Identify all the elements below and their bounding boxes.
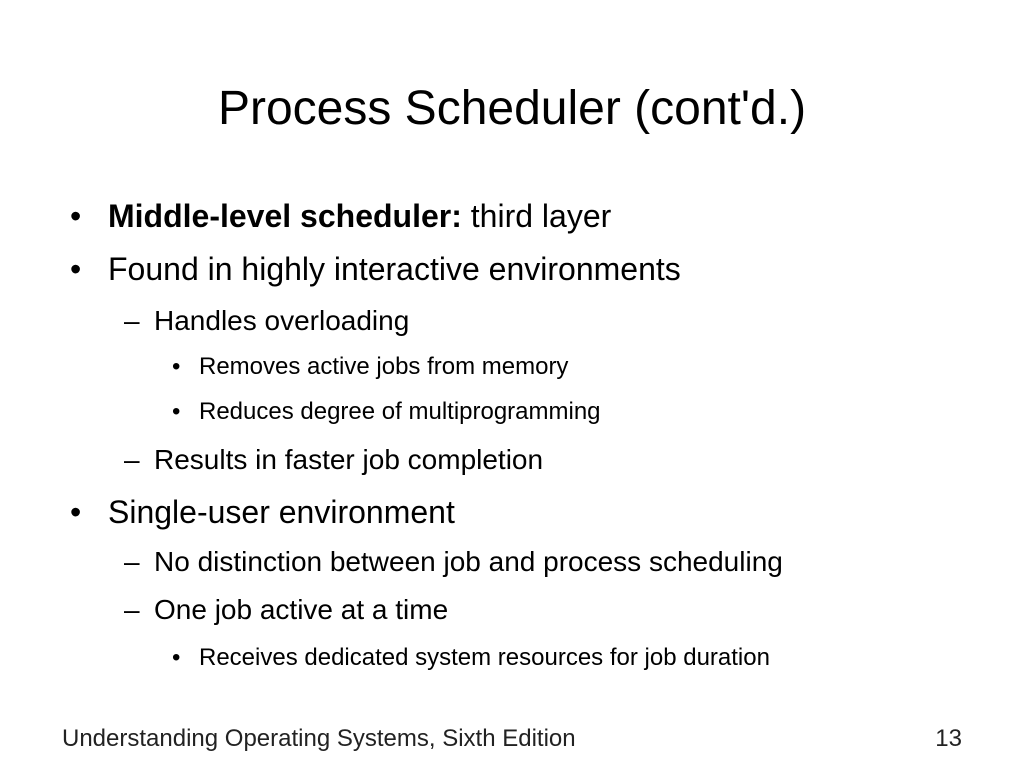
bullet-item: Found in highly interactive environments: [108, 251, 681, 287]
bullet-marker: •: [70, 494, 82, 530]
bullet-marker: •: [70, 251, 82, 287]
sub-bullet-marker: –: [124, 305, 140, 336]
sub-sub-bullet-item: Removes active jobs from memory: [199, 353, 569, 380]
sub-bullet-marker: –: [124, 594, 140, 625]
sub-sub-bullet-marker: •: [172, 353, 181, 380]
page-number: 13: [935, 725, 962, 752]
sub-bullet-marker: –: [124, 546, 140, 577]
sub-sub-bullet-marker: •: [172, 644, 181, 671]
sub-bullet-item: Results in faster job completion: [154, 444, 544, 475]
bullet-item: Single-user environment: [108, 494, 455, 530]
bullet-marker: •: [70, 198, 82, 234]
slide-title: Process Scheduler (cont'd.): [217, 82, 807, 135]
sub-bullet-item: One job active at a time: [154, 594, 449, 625]
sub-sub-bullet-item: Receives dedicated system resources for job duration: [199, 644, 770, 671]
footer-book-title: Understanding Operating Systems, Sixth Edition: [62, 725, 576, 752]
bullet-item: [108, 197, 611, 235]
sub-bullet-marker: –: [124, 444, 140, 475]
sub-sub-bullet-marker: •: [172, 398, 181, 425]
sub-bullet-item: Handles overloading: [154, 305, 410, 336]
bullet-term: Middle-level scheduler:: [108, 198, 462, 234]
sub-sub-bullet-item: Reduces degree of multiprogramming: [199, 398, 601, 425]
sub-bullet-item: No distinction between job and process scheduling: [154, 546, 783, 577]
bullet-text: third layer: [461, 198, 612, 234]
